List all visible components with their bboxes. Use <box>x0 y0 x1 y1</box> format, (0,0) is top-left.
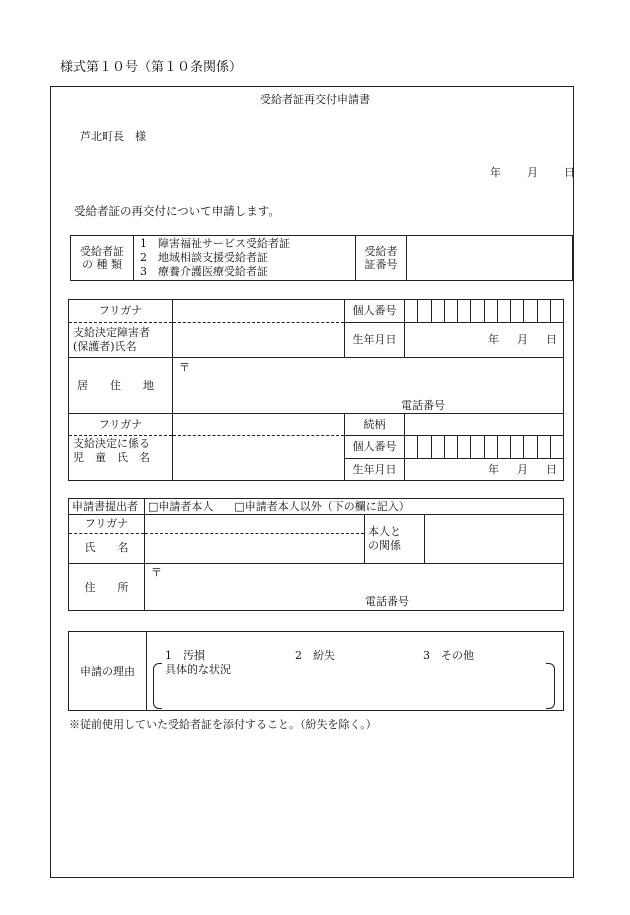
reason-table <box>68 631 564 711</box>
submitter-label: 申請書提出者 <box>69 499 145 515</box>
submitter-furigana-label: フリガナ <box>84 517 129 530</box>
submitter-table <box>68 498 564 611</box>
personal-number-boxes[interactable] <box>405 300 563 323</box>
child-name-label: 支給決定に係る 児 童 氏 名 <box>73 437 150 464</box>
applicant-table <box>68 299 564 481</box>
birth2-day: 日 <box>546 463 557 476</box>
personal-number2-boxes[interactable] <box>405 436 563 459</box>
detail-label: 具体的な状況 <box>165 663 231 676</box>
relationship-field[interactable] <box>405 414 563 436</box>
reason-label: 申請の理由 <box>69 632 147 711</box>
birth-date2-label: 生年月日 <box>352 463 397 476</box>
address-field[interactable] <box>173 358 564 414</box>
furigana2-label: フリガナ <box>98 418 143 431</box>
form-title: 受給者証再交付申請書 <box>260 93 370 106</box>
date-month: 月 <box>527 166 538 179</box>
submitter-name-label: 氏 名 <box>84 541 129 554</box>
birth-date-label: 生年月日 <box>352 333 397 346</box>
attachment-note: ※従前使用していた受給者証を添付すること。（紛失を除く。） <box>69 718 377 731</box>
intro-text: 受給者証の再交付について申請します。 <box>74 204 280 218</box>
submitter-name-field[interactable] <box>145 515 365 564</box>
birth-date2-field[interactable] <box>405 459 563 480</box>
reason-field[interactable] <box>147 632 564 711</box>
date-day: 日 <box>564 166 575 179</box>
birth2-month: 月 <box>517 463 528 476</box>
child-name-cell <box>69 414 173 481</box>
submitter-address-field[interactable] <box>145 564 564 611</box>
birth-month: 月 <box>517 333 528 346</box>
submitter-postal-mark: 〒 <box>151 566 162 579</box>
option-self-checkbox[interactable]: □申請者本人 <box>148 500 214 513</box>
relation-field[interactable] <box>425 515 564 564</box>
cert-item-3: 3 療養介護医療受給者証 <box>140 265 268 278</box>
decision-person-field[interactable] <box>173 300 345 358</box>
reason-option-2[interactable]: 2 紛失 <box>295 649 335 662</box>
submitter-phone-label: 電話番号 <box>365 595 409 608</box>
cert-item-2: 2 地域相談支援受給者証 <box>140 251 268 264</box>
relationship-label: 続柄 <box>345 414 404 436</box>
decision-person-label: 支給決定障害者 (保護者)氏名 <box>73 326 150 353</box>
cert-type-items <box>134 236 356 281</box>
submitter-options <box>145 499 564 515</box>
cert-number-label: 受給者 証番号 <box>356 236 407 281</box>
submitter-name-cell <box>69 515 145 564</box>
option-other-checkbox[interactable]: □申請者本人以外（下の欄に記入） <box>234 500 410 513</box>
child-name-field[interactable] <box>173 414 345 481</box>
personal-number-label: 個人番号 <box>345 300 404 323</box>
reason-option-3[interactable]: 3 その他 <box>423 649 474 662</box>
personal-number2-label: 個人番号 <box>345 436 404 459</box>
date-year: 年 <box>490 166 501 179</box>
birth-date-field[interactable] <box>405 323 563 357</box>
date-line <box>490 164 575 180</box>
cert-number-field[interactable] <box>407 236 573 281</box>
cert-item-1: 1 障害福祉サービス受給者証 <box>140 237 290 250</box>
birth-day: 日 <box>546 333 557 346</box>
cert-type-label: 受給者証 の 種 類 <box>71 236 134 281</box>
birth2-year: 年 <box>488 463 499 476</box>
form-label: 様式第１０号（第１０条関係） <box>60 60 243 75</box>
reason-option-1[interactable]: 1 汚損 <box>165 649 205 662</box>
furigana-label: フリガナ <box>98 304 143 317</box>
postal-mark: 〒 <box>179 361 190 374</box>
addressee: 芦北町長 様 <box>80 130 146 143</box>
address-label: 居 住 地 <box>69 358 173 414</box>
phone-label: 電話番号 <box>401 399 445 412</box>
cert-table <box>70 235 573 281</box>
decision-person-cell <box>69 300 173 358</box>
birth-year: 年 <box>488 333 499 346</box>
relation-label: 本人と の関係 <box>365 515 425 564</box>
submitter-address-label: 住 所 <box>69 564 145 611</box>
